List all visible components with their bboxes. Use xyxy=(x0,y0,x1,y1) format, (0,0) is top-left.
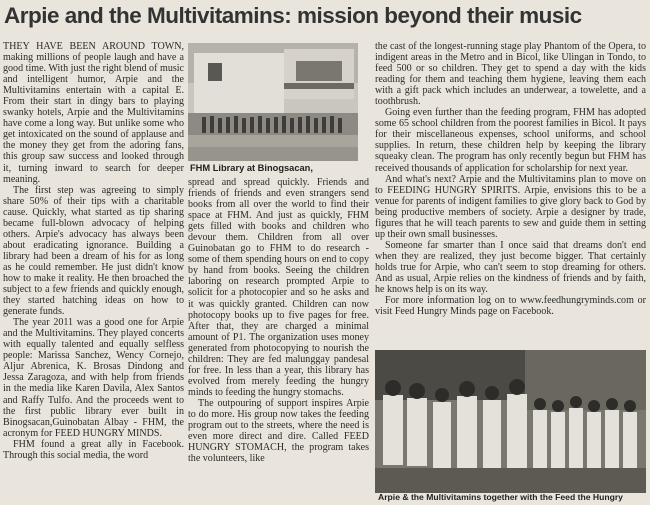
paragraph: The outpouring of support inspires Arpie to do more. His group now takes the feeding program out to the streets, where the need is even more direct and dire. Called FEED HUNGRY STOMACH, the program takes the volunteers, like xyxy=(188,397,369,465)
paragraph: Going even further than the feeding program, FHM has adopted some 65 school children from the poorest families in Bicol. It pays for their miscellaneous expenses, school uniforms, and school supplies. In return, these children help by keeping the library squeaky clean. The program has only recently begun but FHM has received thousands of application for scholarship for next year. xyxy=(375,107,646,174)
group-photo xyxy=(375,350,646,493)
paragraph: And what's next? Arpie and the Multivitamins plan to move on to FEEDING HUNGRY SPIRITS. Arpie, envisions this to be a venue for parents of indigent families to give glory back to God by being productive members of society. Arpie a designer by trade, figures that he will teach parents to sew and guide them in setting up their own small businesses. xyxy=(375,173,646,240)
photo-caption: FHM Library at Binogsacan, xyxy=(190,163,313,173)
library-building-photo xyxy=(188,43,358,161)
paragraph: The first step was agreeing to simply share 50% of their tips with a charitable cause. Quickly, what started as tip sharing became full-blown advocacy of helping others. Arpie's advocacy has always been about eradicating ignorance. Building a library had been a dream of his for as long as he could remember. He just didn't know how to make it reality. He then broached the subject to a few friends and quickly enough, they started hatching ideas on how to generate funds. xyxy=(3,184,184,318)
paragraph: For more information log on to www.feedhungryminds.com or visit Feed Hungry Minds page on Facebook. xyxy=(375,295,646,318)
paragraph: The year 2011 was a good one for Arpie and the Multivitamins. They played concerts with equally talented and equally selfless people: Marissa Sanchez, Wency Cornejo, Aljur Abrenica, K. Brosas Dindong and Jessa Zaragoza, and with help from friends in the media like Karen Davila, Alex Santos and Raffy Tulfo. And the proceeds went to the first public library ever built in Binogsacan,Guinobatan Albay - FHM, the acronym for FEED HUNGRY MINDS. xyxy=(3,317,184,439)
paragraph: spread and spread quickly. Friends and friends of friends and even strangers send books from all over the world to find their space at FHM. And just as quickly, FHM gets filled with books and children who devour them. Children from all over Guinobatan go to FHM to do research - some of them spending hours on end to copy by hand from books. Seeing the children laboring on research prompted Arpie to solicit for a photocopier and so he asks and it was quickly granted. Children can now photocopy books up to five pages for free. After that, they are charged a minimal amount of P1. The organization uses money generated from photocopying to nourish the children: They are fed malunggay pandesal for free. In less than a year, this library has evolved from merely feeding the hungry minds to feeding the hungry stomachs. xyxy=(188,177,369,398)
paragraph: the cast of the longest-running stage play Phantom of the Opera, to indigent areas in the Metro and in Bicol, like Ulingan in Tondo, to feed 500 or so children. They get to spend a day with the kids reading for them and teaching them hygiene, leaving them each with a gift pack which includes an underwear, a towelette, and a toothbrush. xyxy=(375,41,646,108)
article-headline: Arpie and the Multivitamins: mission beyond their music xyxy=(4,3,582,28)
article-column-1 xyxy=(3,41,184,501)
group-image xyxy=(375,350,646,493)
photo-caption: Arpie & the Multivitamins together with the Feed the Hungry xyxy=(378,492,623,502)
library-building-image xyxy=(188,43,358,161)
article-column-3 xyxy=(375,41,646,347)
paragraph: THEY HAVE BEEN AROUND TOWN, making millions of people laugh and have a good time. With just the right blend of music and intelligent humor, Arpie and the Multivitamins entertain with a capital E. From their start in dingy bars to playing swanky hotels, Arpie and the Multivitamins have come a long way. But unlike some who get intoxicated on the sound of applause and the money they get from the adoring fans, this group saw success and looked through it, turning inward to search for deeper meaning. xyxy=(3,41,184,185)
paragraph: Someone far smarter than I once said that dreams don't end when they are realized, they just become bigger. That certainly holds true for Arpie, who can't seem to stop dreaming for others. And as usual, Arpie relies on the kindness of friends and by faith, he knows help is on its way. xyxy=(375,239,646,296)
paragraph: FHM found a great ally in Facebook. Through this social media, the word xyxy=(3,438,184,461)
article-column-2 xyxy=(188,177,369,503)
